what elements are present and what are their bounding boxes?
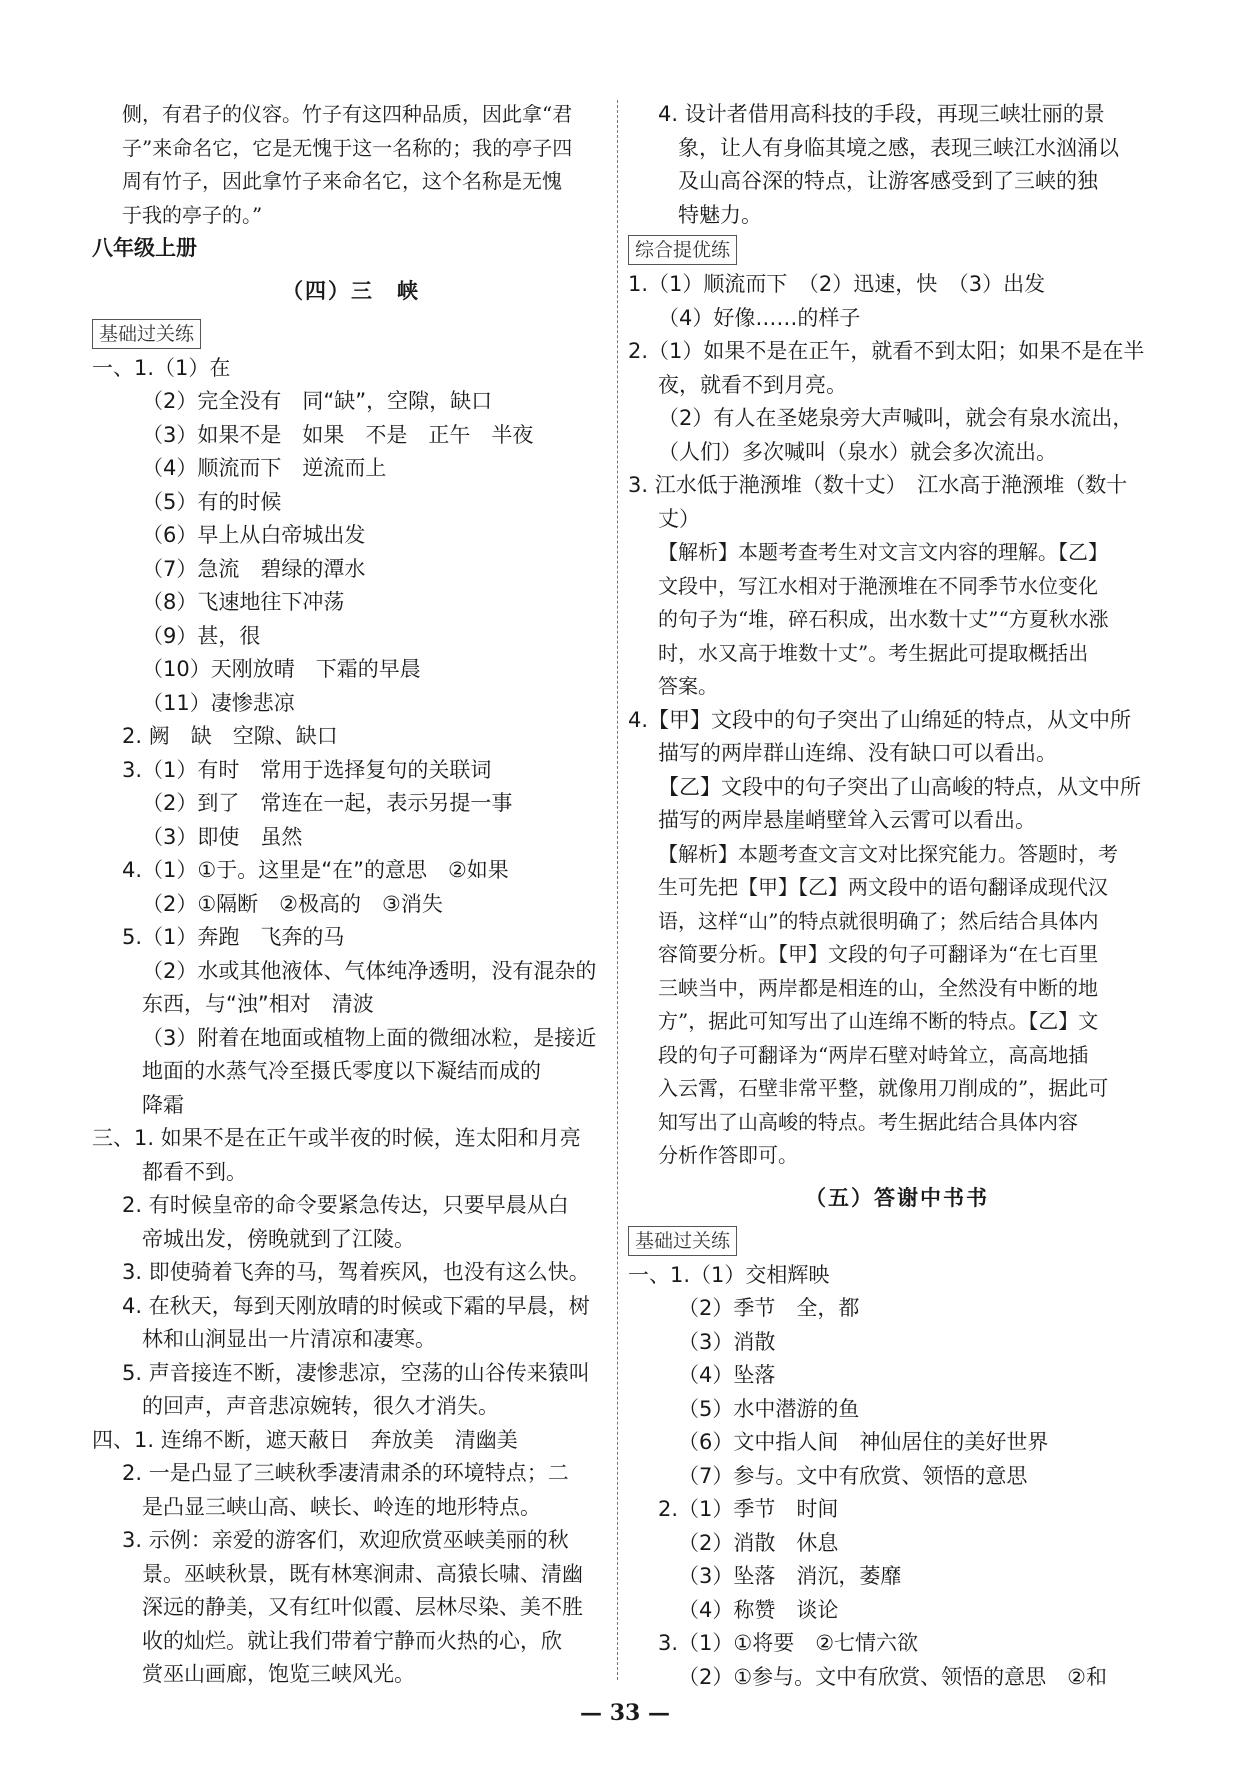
text-line: 2.（1）如果不是在正午，就看不到太阳；如果不是在半 (628, 339, 1145, 363)
left-column (92, 98, 610, 1692)
text-line: 子”来命名它，它是无愧于这一名称的；我的亭子四 (122, 135, 573, 160)
text-line: （4）坠落 (678, 1363, 776, 1387)
section-label: 综合提优练 (628, 235, 737, 265)
text-line: （3）即使 虽然 (142, 824, 303, 849)
text-line: （11）凄惨悲凉 (142, 690, 295, 715)
text-line: 5.（1）奔跑 飞奔的马 (122, 925, 345, 949)
text-line: 描写的两岸群山连绵、没有缺口可以看出。 (658, 741, 1057, 765)
text-line: （2）①参与。文中有欣赏、领悟的意思 ②和 (678, 1664, 1108, 1689)
text-line: 生可先把【甲】【乙】两文段中的语句翻译成现代汉 (658, 875, 1108, 899)
text-line: 3. 江水低于滟滪堆（数十丈） 江水高于滟滪堆（数十 (628, 473, 1128, 497)
text-line: （4）称赞 谈论 (678, 1597, 839, 1622)
text-line: 三、1. 如果不是在正午或半夜的时候，连太阳和月亮 (92, 1126, 581, 1150)
text-line: 4.【甲】文段中的句子突出了山绵延的特点，从文中所 (628, 707, 1132, 732)
text-line: 2. 有时候皇帝的命令要紧急传达，只要早晨从白 (122, 1193, 569, 1217)
text-line: 4.（1）①于。这里是“在”的意思 ②如果 (122, 858, 509, 882)
text-line: （2）①隔断 ②极高的 ③消失 (142, 891, 443, 916)
text-line: （3）坠落 消沉，萎靡 (678, 1564, 902, 1588)
text-line: （2）水或其他液体、气体纯净透明，没有混杂的 (142, 958, 597, 983)
text-line: 1.（1）顺流而下 （2）迅速，快 （3）出发 (628, 272, 1046, 296)
text-line: 2.（1）季节 时间 (658, 1497, 839, 1521)
text-line: 4. 设计者借用高科技的手段，再现三峡壮丽的景 (658, 102, 1105, 126)
section-label-box (628, 232, 1166, 268)
text-line: 的句子为“堆，碎石积成，出水数十丈”“方夏秋水涨 (658, 607, 1109, 631)
text-line: 3.（1）①将要 ②七情六欲 (658, 1631, 919, 1655)
text-line: （人们）多次喊叫（泉水）就会多次流出。 (658, 439, 1057, 464)
text-line: 降霜 (142, 1092, 184, 1117)
text-line: 赏巫山画廊，饱览三峡风光。 (142, 1662, 415, 1686)
text-line: （10）天刚放晴 下霜的早晨 (142, 657, 421, 681)
text-line: 2. 一是凸显了三峡秋季凄清肃杀的环境特点；二 (122, 1461, 569, 1485)
text-line: 象，让人有身临其境之感，表现三峡江水汹涌以 (678, 135, 1119, 160)
text-line: 5. 声音接连不断，凄惨悲凉，空荡的山谷传来猿叫 (122, 1360, 590, 1385)
text-line: 容简要分析。【甲】文段的句子可翻译为“在七百里 (658, 942, 1099, 966)
text-line: 深远的静美，又有红叶似霞、层林尽染、美不胜 (142, 1595, 583, 1619)
text-line: 答案。 (658, 674, 718, 698)
section-label: 基础过关练 (628, 1226, 737, 1256)
text-line: （6）早上从白帝城出发 (142, 523, 366, 547)
text-line: 周有竹子，因此拿竹子来命名它，这个名称是无愧 (122, 169, 562, 193)
text-line: 3.（1）有时 常用于选择复句的关联词 (122, 757, 492, 782)
text-line: （6）文中指人间 神仙居住的美好世界 (678, 1430, 1049, 1454)
text-line: 丈） (658, 506, 700, 531)
text-line: 知写出了山高峻的特点。考生据此结合具体内容 (658, 1109, 1078, 1134)
text-line: 是凸显三峡山高、峡长、岭连的地形特点。 (142, 1494, 541, 1519)
text-line: 三峡当中，两岸都是相连的山，全然没有中断的地 (658, 975, 1098, 1000)
text-line: 景。巫峡秋景，既有林寒涧肃、高猿长啸、清幽 (142, 1561, 583, 1586)
text-line: 3. 示例：亲爱的游客们，欢迎欣赏巫峡美丽的秋 (122, 1528, 569, 1552)
text-line: 于我的亭子的。” (122, 202, 263, 227)
text-line: 一、1.（1）交相辉映 (628, 1262, 830, 1287)
text-line: （5）有的时候 (142, 489, 282, 514)
text-line: 都看不到。 (142, 1159, 247, 1184)
text-line: 2. 阙 缺 空隙、缺口 (122, 724, 338, 748)
text-line: （2）季节 全，都 (678, 1296, 860, 1320)
page-number: — 33 — (580, 1700, 670, 1726)
text-line: 侧，有君子的仪容。竹子有这四种品质，因此拿“君 (122, 102, 573, 126)
text-line: 四、1. 连绵不断，遮天蔽日 奔放美 清幽美 (92, 1427, 518, 1452)
text-line: 语，这样“山”的特点就很明确了；然后结合具体内 (658, 908, 1099, 933)
text-line: 林和山涧显出一片清凉和凄寒。 (142, 1327, 436, 1351)
text-line: （7）急流 碧绿的潭水 (142, 556, 366, 581)
text-line: 地面的水蒸气冷至摄氏零度以下凝结而成的 (142, 1059, 541, 1083)
text-line: 帝城出发，傍晚就到了江陵。 (142, 1226, 415, 1251)
right-column (628, 98, 1166, 1694)
text-line: 一、1.（1）在 (92, 355, 231, 380)
text-line: （5）水中潜游的鱼 (678, 1396, 860, 1421)
text-line: （4）好像……的样子 (658, 305, 861, 330)
text-line: 东西，与“浊”相对 清波 (142, 992, 374, 1016)
text-line: （8）飞速地往下冲荡 (142, 590, 345, 614)
section-title: （四）三 峡 (282, 278, 420, 303)
section-label-box (628, 1223, 1166, 1259)
text-line: （2）消散 休息 (678, 1530, 839, 1555)
text-line: 及山高谷深的特点，让游客感受到了三峡的独 (678, 169, 1098, 193)
text-line: （3）消散 (678, 1329, 776, 1354)
text-line: 【乙】文段中的句子突出了山高峻的特点，从文中所 (658, 774, 1141, 799)
text-line: 3. 即使骑着飞奔的马，驾着疾风，也没有这么快。 (122, 1260, 590, 1284)
text-line: （2）完全没有 同“缺”，空隙，缺口 (142, 389, 493, 413)
text-line: 4. 在秋天，每到天刚放晴的时候或下霜的早晨，树 (122, 1293, 590, 1318)
text-line: （2）有人在圣姥泉旁大声喊叫，就会有泉水流出， (658, 406, 1134, 430)
text-line: 八年级上册 (92, 236, 197, 260)
text-line: 【解析】本题考查文言文对比探究能力。答题时，考 (658, 841, 1118, 866)
text-line: 段的句子可翻译为“两岸石壁对峙耸立，高高地插 (658, 1042, 1089, 1067)
text-line: 夜，就看不到月亮。 (658, 372, 847, 397)
text-line: 收的灿烂。就让我们带着宁静而火热的心，欣 (142, 1628, 562, 1653)
text-line: 方”，据此可知写出了山连绵不断的特点。【乙】文 (658, 1009, 1099, 1033)
text-line: 时，水又高于堆数十丈”。考生据此可提取概括出 (658, 640, 1089, 665)
text-line: （3）附着在地面或植物上面的微细冰粒，是接近 (142, 1025, 597, 1050)
text-line: （3）如果不是 如果 不是 正午 半夜 (142, 422, 534, 447)
section-title: （五）答谢中书书 (805, 1185, 989, 1210)
text-line: 入云霄，石壁非常平整，就像用刀削成的”，据此可 (658, 1076, 1109, 1100)
text-line: 【解析】本题考查考生对文言文内容的理解。【乙】 (658, 540, 1108, 564)
column-divider (617, 100, 618, 1680)
text-line: 分析作答即可。 (658, 1143, 798, 1167)
text-line: （9）甚，很 (142, 623, 261, 648)
text-line: 特魅力。 (678, 202, 762, 227)
text-line: （4）顺流而下 逆流而上 (142, 456, 387, 480)
section-label: 基础过关练 (92, 319, 201, 349)
text-line: 描写的两岸悬崖峭壁耸入云霄可以看出。 (658, 808, 1036, 832)
text-line: 的回声，声音悲凉婉转，很久才消失。 (142, 1394, 499, 1418)
text-line: （7）参与。文中有欣赏、领悟的意思 (678, 1463, 1028, 1488)
section-label-box (92, 316, 610, 352)
text-line: （2）到了 常连在一起，表示另提一事 (142, 791, 513, 815)
text-line: 文段中，写江水相对于滟滪堆在不同季节水位变化 (658, 573, 1098, 598)
